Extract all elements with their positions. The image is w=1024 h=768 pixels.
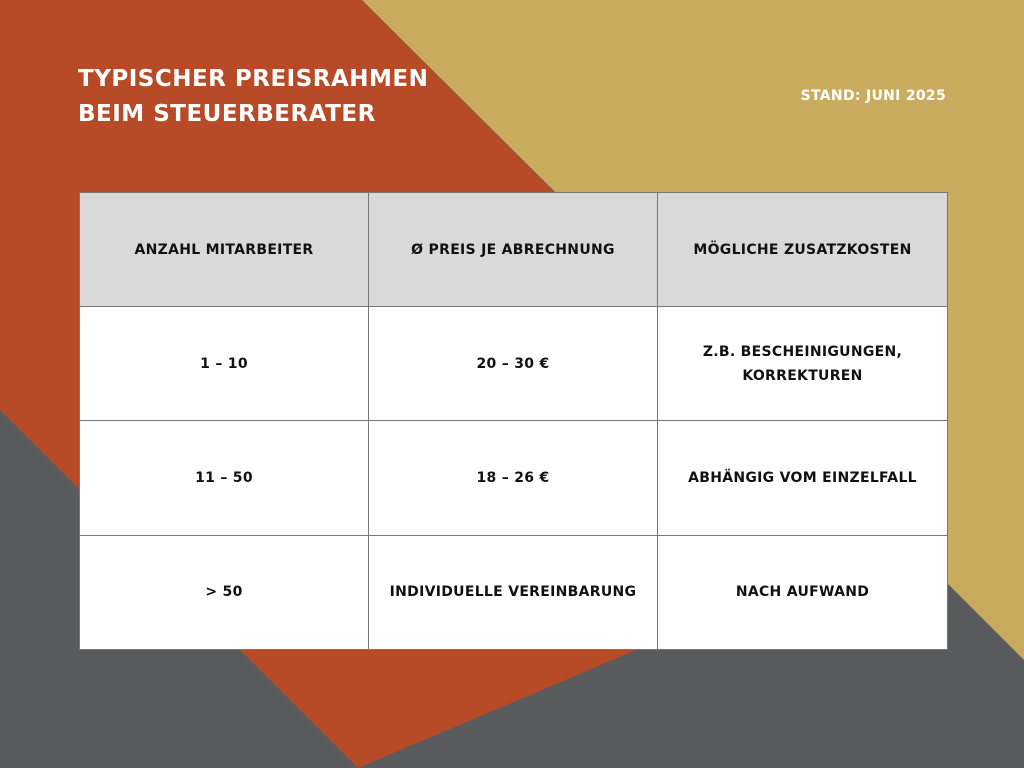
column-header-price: Ø PREIS JE ABRECHNUNG [369,193,658,307]
table-header-row [80,193,948,307]
table-row [80,307,948,421]
page-title [78,62,428,132]
date-label: STAND: JUNI 2025 [800,88,946,104]
table-row [80,535,948,649]
cell-extra-costs: NACH AUFWAND [658,535,948,649]
cell-extra-costs: Z.B. BESCHEINIGUNGEN, KORREKTUREN [658,307,948,421]
title-line-1: TYPISCHER PREISRAHMEN [78,66,429,92]
title-line-2: BEIM STEUERBERATER [78,101,376,127]
table-row [80,421,948,535]
cell-employees: 11 – 50 [80,421,369,535]
cell-price: 20 – 30 € [369,307,658,421]
column-header-employees: ANZAHL MITARBEITER [80,193,369,307]
cell-extra-costs: ABHÄNGIG VOM EINZELFALL [658,421,948,535]
cell-price: 18 – 26 € [369,421,658,535]
price-table [79,192,948,650]
cell-price: INDIVIDUELLE VEREINBARUNG [369,535,658,649]
cell-employees: > 50 [80,535,369,649]
cell-employees: 1 – 10 [80,307,369,421]
column-header-extra-costs: MÖGLICHE ZUSATZKOSTEN [658,193,948,307]
